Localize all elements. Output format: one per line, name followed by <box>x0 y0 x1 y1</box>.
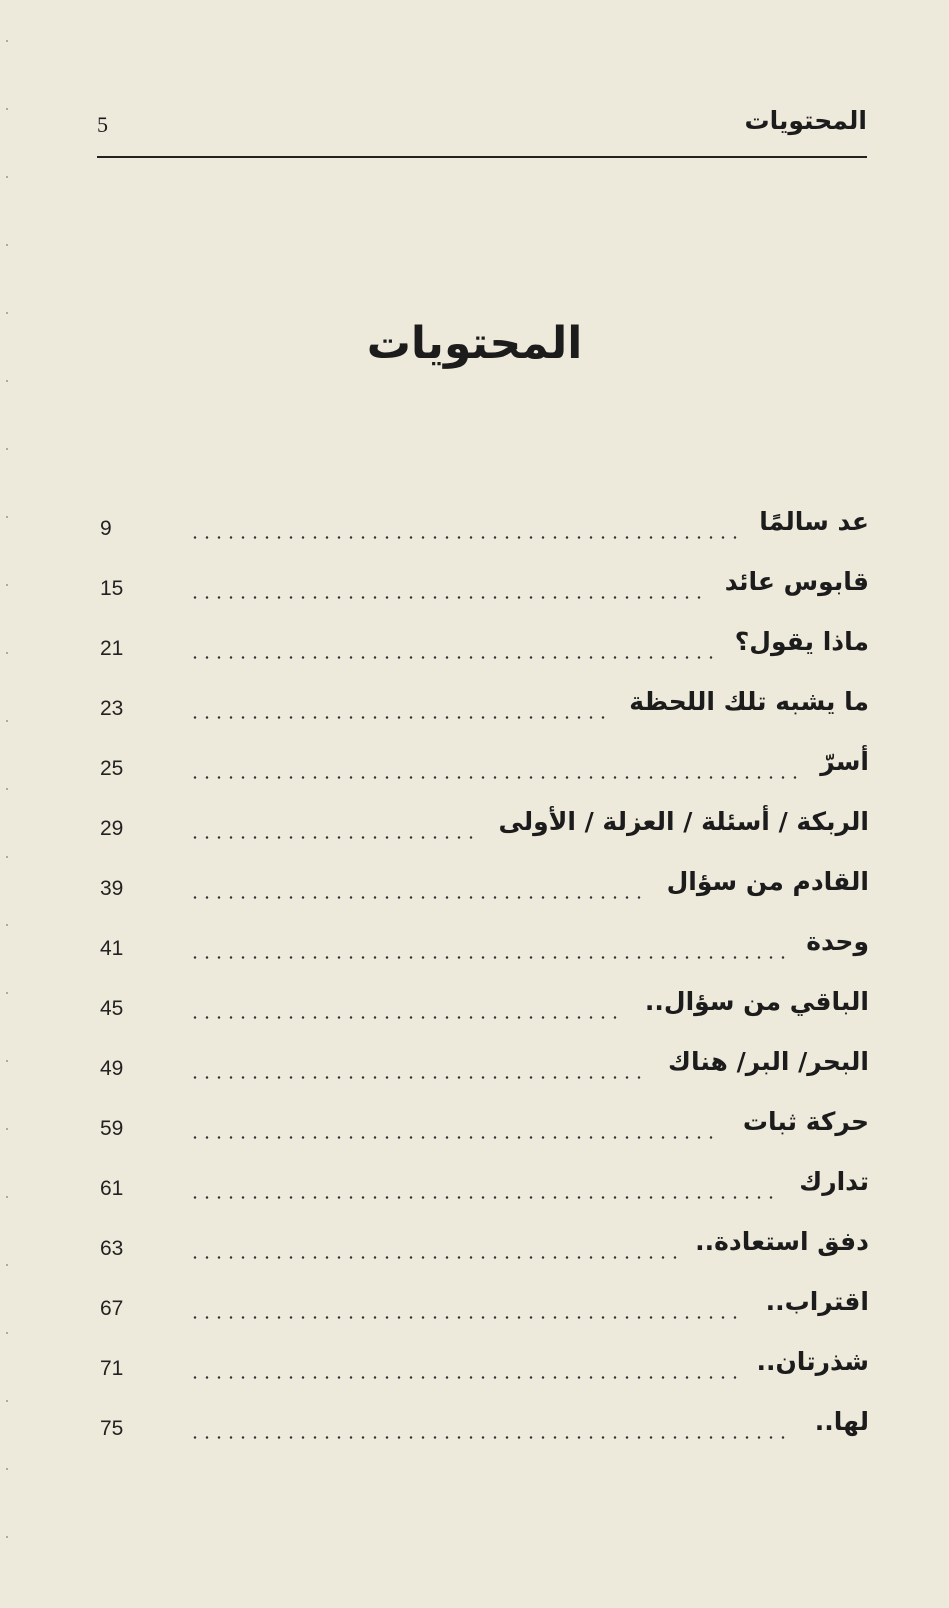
toc-entry-title: تدارك <box>799 1167 869 1196</box>
header-page-number: 5 <box>97 112 108 137</box>
header-title: المحتويات <box>744 106 867 135</box>
margin-dot <box>6 1196 8 1198</box>
toc-entry-title: لها.. <box>814 1407 869 1436</box>
margin-dot <box>6 652 8 654</box>
toc-page-number: 61 <box>100 1177 124 1200</box>
toc-page-number: 49 <box>100 1057 124 1080</box>
margin-dot <box>6 924 8 926</box>
toc-entry-title: اقتراب.. <box>765 1287 869 1316</box>
margin-dot <box>6 380 8 382</box>
margin-dot <box>6 1332 8 1334</box>
toc-leader-dots <box>189 1376 741 1379</box>
toc-page-number: 59 <box>100 1117 124 1140</box>
page-title: المحتويات <box>366 318 583 369</box>
margin-dot <box>6 1060 8 1062</box>
toc-page-number: 25 <box>100 757 124 780</box>
toc-entry <box>97 623 869 683</box>
toc-page-number: 63 <box>100 1237 124 1260</box>
toc-entry-title: أسرّ <box>820 747 869 776</box>
toc-entry <box>97 1223 869 1283</box>
margin-dot <box>6 312 8 314</box>
toc-page-number: 39 <box>100 877 124 900</box>
toc-page-number: 71 <box>100 1357 124 1380</box>
margin-dot <box>6 176 8 178</box>
toc-entry <box>97 1103 869 1163</box>
table-of-contents <box>97 503 869 1463</box>
margin-dot <box>6 788 8 790</box>
toc-leader-dots <box>189 1196 777 1199</box>
toc-entry-title: حركة ثبات <box>742 1107 869 1136</box>
toc-entry <box>97 803 869 863</box>
margin-dot <box>6 448 8 450</box>
toc-entry <box>97 1163 869 1223</box>
toc-leader-dots <box>189 536 741 539</box>
margin-dot <box>6 1264 8 1266</box>
toc-leader-dots <box>189 656 717 659</box>
toc-leader-dots <box>189 956 789 959</box>
margin-dot <box>6 516 8 518</box>
toc-leader-dots <box>189 1436 789 1439</box>
toc-page-number: 45 <box>100 997 124 1020</box>
toc-leader-dots <box>189 836 477 839</box>
toc-leader-dots <box>189 716 609 719</box>
toc-page-number: 23 <box>100 697 124 720</box>
toc-entry-title: قابوس عائد <box>724 567 869 596</box>
toc-leader-dots <box>189 1256 681 1259</box>
toc-entry <box>97 743 869 803</box>
toc-leader-dots <box>189 596 705 599</box>
toc-entry <box>97 1403 869 1463</box>
toc-page-number: 67 <box>100 1297 124 1320</box>
margin-dot <box>6 244 8 246</box>
header-rule <box>97 156 867 158</box>
margin-dot <box>6 40 8 42</box>
toc-leader-dots <box>189 896 645 899</box>
margin-dot <box>6 856 8 858</box>
toc-leader-dots <box>189 1316 741 1319</box>
toc-entry-title: شذرتان.. <box>756 1347 869 1376</box>
toc-entry-title: ماذا يقول؟ <box>734 627 869 656</box>
toc-entry <box>97 503 869 563</box>
toc-entry <box>97 1343 869 1403</box>
margin-dot <box>6 1128 8 1130</box>
toc-entry <box>97 983 869 1043</box>
toc-page-number: 41 <box>100 937 124 960</box>
toc-entry <box>97 1043 869 1103</box>
toc-entry-title: البحر/ البر/ هناك <box>668 1047 869 1076</box>
margin-dot <box>6 720 8 722</box>
toc-page-number: 9 <box>100 517 112 540</box>
toc-leader-dots <box>189 1076 645 1079</box>
margin-dot <box>6 108 8 110</box>
toc-entry <box>97 683 869 743</box>
toc-leader-dots <box>189 1016 621 1019</box>
margin-dot <box>6 1536 8 1538</box>
toc-entry-title: وحدة <box>806 927 869 956</box>
margin-dot <box>6 1400 8 1402</box>
toc-leader-dots <box>189 776 801 779</box>
toc-leader-dots <box>189 1136 717 1139</box>
toc-entry <box>97 563 869 623</box>
toc-entry <box>97 863 869 923</box>
toc-entry <box>97 1283 869 1343</box>
toc-entry-title: دفق استعادة.. <box>695 1227 869 1256</box>
toc-entry-title: ما يشبه تلك اللحظة <box>629 687 869 716</box>
toc-entry-title: القادم من سؤال <box>666 867 869 896</box>
toc-entry-title: عد سالمًا <box>759 507 869 536</box>
running-header <box>97 104 867 156</box>
margin-dot <box>6 992 8 994</box>
margin-dot <box>6 584 8 586</box>
toc-entry <box>97 923 869 983</box>
toc-page-number: 21 <box>100 637 124 660</box>
toc-page-number: 29 <box>100 817 124 840</box>
toc-page-number: 15 <box>100 577 124 600</box>
toc-entry-title: الربكة / أسئلة / العزلة / الأولى <box>498 807 869 836</box>
toc-entry-title: الباقي من سؤال.. <box>644 987 869 1016</box>
margin-dot <box>6 1468 8 1470</box>
toc-page-number: 75 <box>100 1417 124 1440</box>
